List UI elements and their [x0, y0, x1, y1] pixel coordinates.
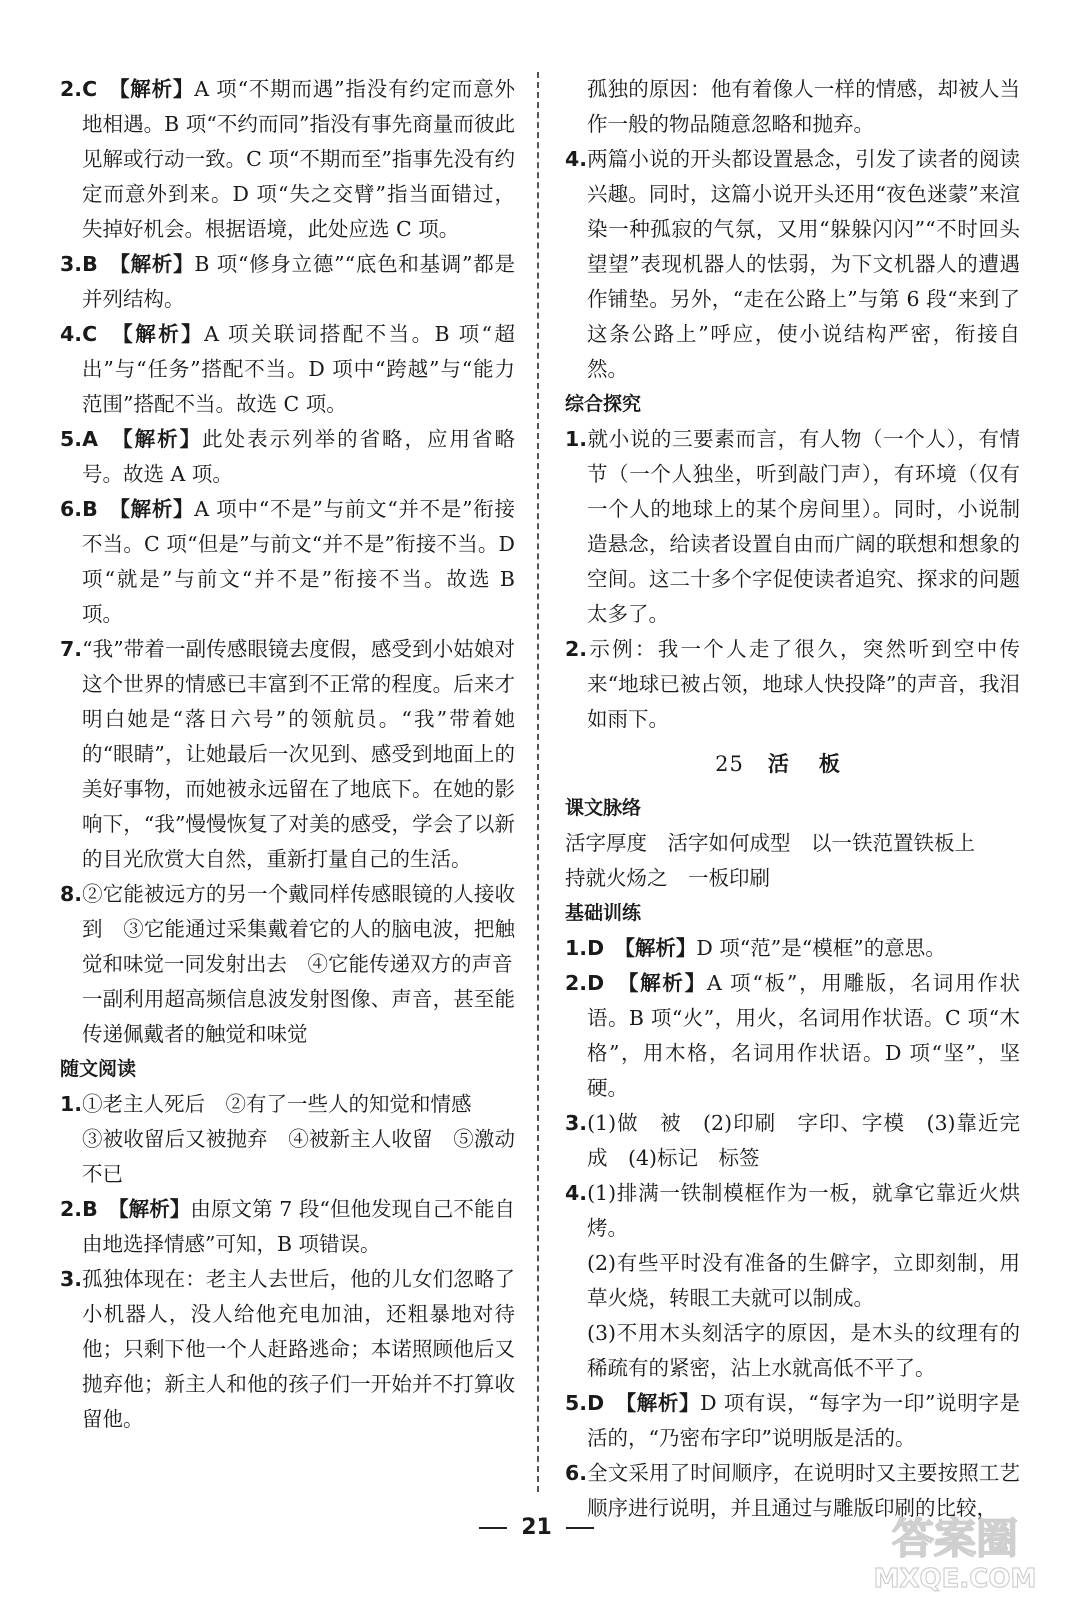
basic-answer-3: 3.(1)做 被 (2)印刷 字印、字模 (3)靠近完成 (4)标记 标签: [565, 1111, 1020, 1170]
watermark-text-en: MXQE.COM: [873, 1564, 1037, 1594]
basic-answer-6: 6.全文采用了时间顺序，在说明时又主要按照工艺顺序进行说明，并且通过与雕版印刷的比较，: [565, 1461, 1020, 1520]
reading-answer-4: 4.两篇小说的开头都设置悬念，引发了读者的阅读兴趣。同时，这篇小说开头还用“夜色迷蒙”来渲染一种孤寂的气氛，又用“躲躲闪闪”“不时回头望望”表现机器人的怯弱，为下文机器人的遭遇作铺垫。另外，“走在公路上”与第 6 段“来到了这条公路上”呼应，使小说结构严密，衔接自然。: [565, 147, 1020, 381]
answer-5: 5.A 【解析】此处表示列举的省略，应用省略号。故选 A 项。: [60, 427, 516, 486]
outline-line-1: 活字厚度 活字如何成型 以一铁范置铁板上: [565, 831, 975, 855]
basic-answer-4-p3: (3)不用木头刻活字的原因，是木头的纹理有的稀疏有的紧密，沾上水就高低不平了。: [587, 1321, 1020, 1380]
explore-answer-1: 1.就小说的三要素而言，有人物（一个人），有情节（一个人独坐，听到敲门声），有环境（仅有一个人的地球上的某个房间里）。同时，小说制造悬念，给读者设置自由而广阔的联想和想象的空间。这二十多个字促使读者追究、探求的问题太多了。: [565, 427, 1020, 626]
page-number: 21: [521, 1515, 552, 1540]
section-heading-outline: 课文脉络: [565, 797, 642, 819]
watermark-text-cn: 答案圈: [891, 1514, 1019, 1563]
answer-8: 8.②它能被远方的另一个戴同样传感眼镜的人接收到 ③它能通过采集戴着它的人的脑电波，把触觉和味觉一同发射出去 ④它能传递双方的声音: [60, 882, 515, 976]
basic-answer-4-p2: (2)有些平时没有准备的生僻字，立即刻制，用草火烧，转眼工夫就可以制成。: [587, 1251, 1020, 1310]
footer-dash-left: [479, 1527, 507, 1529]
basic-answer-1: 1.D 【解析】D 项“范”是“模框”的意思。: [565, 936, 946, 960]
basic-answer-4: 4.(1)排满一铁制模框作为一板，就拿它靠近火烘烤。: [565, 1181, 1020, 1240]
explore-answer-2: 2.示例：我一个人走了很久，突然听到空中传来“地球已被占领，地球人快投降”的声音，我泪如雨下。: [565, 637, 1020, 731]
basic-answer-2: 2.D 【解析】A 项“板”，用雕版，名词用作状语。B 项“火”，用火，名词用作状语。C 项“木格”，用木格，名词用作状语。D 项“坚”，坚硬。: [565, 971, 1021, 1100]
lesson-number: 25: [715, 752, 744, 776]
left-column: [60, 72, 515, 1437]
reading-answer-3-cont: 孤独的原因：他有着像人一样的情感，却被人当作一般的物品随意忽略和抛弃。: [587, 77, 1020, 136]
right-column: [565, 72, 1020, 1526]
lesson-heading: [565, 739, 1020, 789]
section-heading-basic: 基础训练: [565, 902, 642, 924]
outline-line-2: 持就火炀之 一板印刷: [565, 866, 770, 890]
basic-answer-5: 5.D 【解析】D 项有误，“每字为一印”说明字是活的，“乃密布字印”说明版是活的。: [565, 1391, 1021, 1450]
reading-answer-2: 2.B 【解析】由原文第 7 段“但他发现自己不能自由地选择情感”可知，B 项错误。: [60, 1197, 516, 1256]
section-heading-reading: 随文阅读: [60, 1058, 137, 1080]
answer-8-extra: 一副利用超高频信息波发射图像、声音，甚至能传递佩戴者的触觉和味觉: [82, 987, 515, 1046]
answer-6: 6.B 【解析】A 项中“不是”与前文“并不是”衔接不当。C 项“但是”与前文“并不是”衔接不当。D 项“就是”与前文“并不是”衔接不当。故选 B 项。: [60, 497, 515, 626]
answer-2: 2.C 【解析】A 项“不期而遇”指没有约定而意外地相遇。B 项“不约而同”指没有事先商量而彼此见解或行动一致。C 项“不期而至”指事先没有约定而意外到来。D 项“失之交臂”指当面错过，失掉好机会。根据语境，此处应选 C 项。: [60, 77, 516, 241]
column-divider: [537, 72, 539, 1492]
section-heading-explore: 综合探究: [565, 393, 642, 415]
watermark-logo: [850, 1505, 1060, 1595]
reading-answer-1-cont: ③被收留后又被抛弃 ④被新主人收留 ⑤激动不已: [82, 1127, 515, 1186]
reading-answer-3: 3.孤独体现在：老主人去世后，他的儿女们忽略了小机器人，没人给他充电加油，还粗暴地对待他；只剩下他一个人赶路逃命；本诺照顾他后又抛弃他；新主人和他的孩子们一开始并不打算收留他。: [60, 1267, 515, 1431]
footer-dash-right: [566, 1527, 594, 1529]
answer-3: 3.B 【解析】B 项“修身立德”“底色和基调”都是并列结构。: [60, 252, 516, 311]
answer-7: 7.“我”带着一副传感眼镜去度假，感受到小姑娘对这个世界的情感已丰富到不正常的程度。后来才明白她是“落日六号”的领航员。“我”带着她的“眼睛”，让她最后一次见到、感受到地面上的美好事物，而她被永远留在了地底下。在她的影响下，“我”慢慢恢复了对美的感受，学会了以新的目光欣赏大自然，重新打量自己的生活。: [60, 637, 515, 871]
reading-answer-1: 1.①老主人死后 ②有了一些人的知觉和情感: [60, 1092, 472, 1116]
lesson-title: 活板: [767, 752, 870, 776]
answer-4: 4.C 【解析】A 项关联词搭配不当。B 项“超出”与“任务”搭配不当。D 项中“跨越”与“能力范围”搭配不当。故选 C 项。: [60, 322, 515, 416]
